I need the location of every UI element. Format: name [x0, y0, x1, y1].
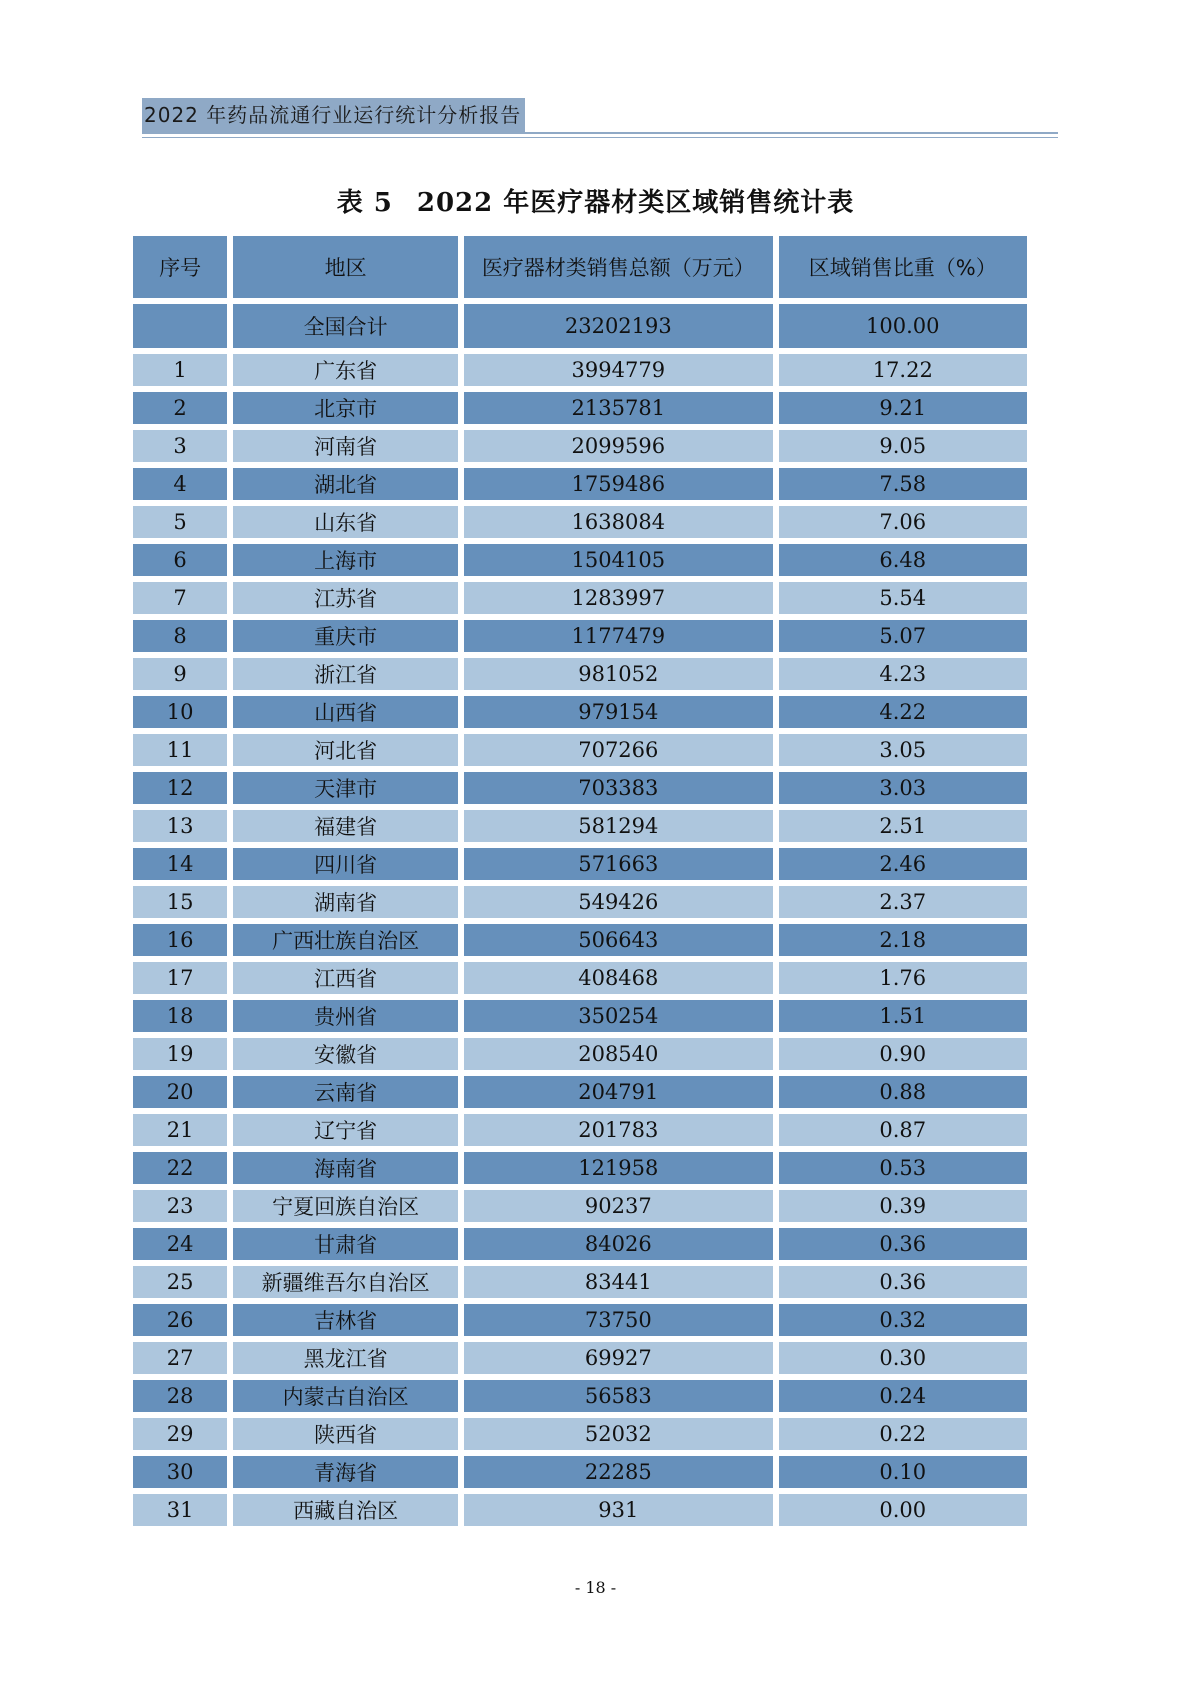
cell-region: 广西壮族自治区 [233, 924, 458, 956]
cell-no: 5 [133, 506, 227, 538]
cell-no: 12 [133, 772, 227, 804]
cell-amount: 571663 [464, 848, 772, 880]
cell-amount: 2099596 [464, 430, 772, 462]
cell-region: 陕西省 [233, 1418, 458, 1450]
running-header: 2022 年药品流通行业运行统计分析报告 [142, 98, 525, 133]
table-row [133, 354, 1027, 386]
cell-region: 福建省 [233, 810, 458, 842]
table-row [133, 924, 1027, 956]
cell-no: 16 [133, 924, 227, 956]
table-label: 表 5 [336, 188, 393, 218]
cell-share: 9.21 [779, 392, 1027, 424]
cell-amount: 549426 [464, 886, 772, 918]
cell-region: 贵州省 [233, 1000, 458, 1032]
cell-region: 江苏省 [233, 582, 458, 614]
cell-region: 湖北省 [233, 468, 458, 500]
cell-share: 5.07 [779, 620, 1027, 652]
cell-no: 21 [133, 1114, 227, 1146]
cell-no: 1 [133, 354, 227, 386]
cell-region: 广东省 [233, 354, 458, 386]
cell-share: 5.54 [779, 582, 1027, 614]
cell-share: 0.39 [779, 1190, 1027, 1222]
table-row [133, 506, 1027, 538]
cell-region: 重庆市 [233, 620, 458, 652]
table-header-row [133, 236, 1027, 298]
cell-amount: 56583 [464, 1380, 772, 1412]
table-row [133, 620, 1027, 652]
table-row [133, 1304, 1027, 1336]
cell-share: 0.36 [779, 1266, 1027, 1298]
cell-share: 3.05 [779, 734, 1027, 766]
cell-share: 0.36 [779, 1228, 1027, 1260]
cell-no: 15 [133, 886, 227, 918]
cell-region: 上海市 [233, 544, 458, 576]
total-share: 100.00 [779, 304, 1027, 348]
cell-region: 吉林省 [233, 1304, 458, 1336]
cell-no: 29 [133, 1418, 227, 1450]
table-row [133, 582, 1027, 614]
cell-share: 0.90 [779, 1038, 1027, 1070]
cell-share: 2.51 [779, 810, 1027, 842]
cell-no: 13 [133, 810, 227, 842]
cell-region: 宁夏回族自治区 [233, 1190, 458, 1222]
table-row [133, 1494, 1027, 1526]
cell-amount: 506643 [464, 924, 772, 956]
cell-region: 山西省 [233, 696, 458, 728]
cell-amount: 201783 [464, 1114, 772, 1146]
table-row [133, 1266, 1027, 1298]
cell-region: 四川省 [233, 848, 458, 880]
cell-region: 河南省 [233, 430, 458, 462]
table-row [133, 848, 1027, 880]
cell-amount: 52032 [464, 1418, 772, 1450]
cell-region: 黑龙江省 [233, 1342, 458, 1374]
col-header-no: 序号 [133, 236, 227, 298]
cell-no: 30 [133, 1456, 227, 1488]
cell-amount: 84026 [464, 1228, 772, 1260]
header-rule-thin [142, 137, 1058, 138]
cell-share: 2.46 [779, 848, 1027, 880]
cell-region: 安徽省 [233, 1038, 458, 1070]
cell-region: 北京市 [233, 392, 458, 424]
cell-share: 0.10 [779, 1456, 1027, 1488]
cell-share: 0.22 [779, 1418, 1027, 1450]
col-header-share: 区域销售比重（%） [779, 236, 1027, 298]
table-row [133, 1418, 1027, 1450]
table-row [133, 1228, 1027, 1260]
cell-share: 0.24 [779, 1380, 1027, 1412]
cell-share: 0.53 [779, 1152, 1027, 1184]
cell-amount: 3994779 [464, 354, 772, 386]
cell-amount: 2135781 [464, 392, 772, 424]
cell-region: 新疆维吾尔自治区 [233, 1266, 458, 1298]
table-row [133, 962, 1027, 994]
table-row [133, 886, 1027, 918]
cell-amount: 1759486 [464, 468, 772, 500]
header-rule-thick [142, 132, 1058, 134]
total-amount: 23202193 [464, 304, 772, 348]
cell-no: 8 [133, 620, 227, 652]
table-row [133, 1114, 1027, 1146]
cell-amount: 931 [464, 1494, 772, 1526]
cell-no: 31 [133, 1494, 227, 1526]
cell-share: 0.88 [779, 1076, 1027, 1108]
cell-share: 0.32 [779, 1304, 1027, 1336]
table-row [133, 1152, 1027, 1184]
cell-region: 西藏自治区 [233, 1494, 458, 1526]
cell-no: 3 [133, 430, 227, 462]
table-row [133, 468, 1027, 500]
cell-share: 7.06 [779, 506, 1027, 538]
table-row [133, 696, 1027, 728]
cell-region: 内蒙古自治区 [233, 1380, 458, 1412]
table-row [133, 772, 1027, 804]
cell-amount: 22285 [464, 1456, 772, 1488]
cell-amount: 703383 [464, 772, 772, 804]
cell-no: 17 [133, 962, 227, 994]
cell-amount: 707266 [464, 734, 772, 766]
cell-share: 0.00 [779, 1494, 1027, 1526]
cell-share: 17.22 [779, 354, 1027, 386]
cell-amount: 979154 [464, 696, 772, 728]
table-row [133, 1342, 1027, 1374]
cell-no: 14 [133, 848, 227, 880]
cell-amount: 1177479 [464, 620, 772, 652]
table-row [133, 544, 1027, 576]
cell-no: 4 [133, 468, 227, 500]
regional-sales-table [127, 230, 1033, 1532]
cell-amount: 581294 [464, 810, 772, 842]
total-row [133, 304, 1027, 348]
table-row [133, 810, 1027, 842]
cell-no: 20 [133, 1076, 227, 1108]
cell-no: 22 [133, 1152, 227, 1184]
cell-amount: 1504105 [464, 544, 772, 576]
cell-region: 青海省 [233, 1456, 458, 1488]
cell-no: 25 [133, 1266, 227, 1298]
cell-no: 2 [133, 392, 227, 424]
cell-no: 18 [133, 1000, 227, 1032]
cell-share: 4.23 [779, 658, 1027, 690]
total-region: 全国合计 [233, 304, 458, 348]
cell-share: 0.30 [779, 1342, 1027, 1374]
cell-amount: 208540 [464, 1038, 772, 1070]
table-title-text: 2022 年医疗器材类区域销售统计表 [416, 188, 855, 218]
cell-no: 28 [133, 1380, 227, 1412]
cell-no: 27 [133, 1342, 227, 1374]
cell-share: 3.03 [779, 772, 1027, 804]
cell-share: 2.18 [779, 924, 1027, 956]
cell-region: 辽宁省 [233, 1114, 458, 1146]
cell-no: 24 [133, 1228, 227, 1260]
table-row [133, 1190, 1027, 1222]
table-row [133, 1456, 1027, 1488]
table-row [133, 430, 1027, 462]
cell-amount: 69927 [464, 1342, 772, 1374]
table-row [133, 1076, 1027, 1108]
cell-region: 山东省 [233, 506, 458, 538]
cell-no: 26 [133, 1304, 227, 1336]
cell-no: 9 [133, 658, 227, 690]
cell-amount: 90237 [464, 1190, 772, 1222]
cell-amount: 981052 [464, 658, 772, 690]
cell-amount: 1283997 [464, 582, 772, 614]
cell-no: 6 [133, 544, 227, 576]
cell-region: 湖南省 [233, 886, 458, 918]
cell-share: 2.37 [779, 886, 1027, 918]
cell-amount: 1638084 [464, 506, 772, 538]
table-row [133, 1038, 1027, 1070]
table-row [133, 1380, 1027, 1412]
cell-share: 7.58 [779, 468, 1027, 500]
cell-share: 4.22 [779, 696, 1027, 728]
cell-no: 10 [133, 696, 227, 728]
cell-amount: 121958 [464, 1152, 772, 1184]
cell-region: 河北省 [233, 734, 458, 766]
cell-share: 1.76 [779, 962, 1027, 994]
table-row [133, 734, 1027, 766]
cell-region: 浙江省 [233, 658, 458, 690]
cell-region: 云南省 [233, 1076, 458, 1108]
table-row [133, 392, 1027, 424]
cell-share: 9.05 [779, 430, 1027, 462]
col-header-region: 地区 [233, 236, 458, 298]
table-title [0, 182, 1191, 219]
cell-amount: 204791 [464, 1076, 772, 1108]
cell-no: 19 [133, 1038, 227, 1070]
cell-region: 江西省 [233, 962, 458, 994]
cell-no: 23 [133, 1190, 227, 1222]
table-row [133, 658, 1027, 690]
cell-region: 甘肃省 [233, 1228, 458, 1260]
cell-no: 7 [133, 582, 227, 614]
col-header-amount: 医疗器材类销售总额（万元） [464, 236, 772, 298]
cell-region: 天津市 [233, 772, 458, 804]
cell-share: 6.48 [779, 544, 1027, 576]
cell-no: 11 [133, 734, 227, 766]
cell-share: 1.51 [779, 1000, 1027, 1032]
cell-amount: 350254 [464, 1000, 772, 1032]
cell-amount: 83441 [464, 1266, 772, 1298]
cell-amount: 73750 [464, 1304, 772, 1336]
total-no [133, 304, 227, 348]
cell-amount: 408468 [464, 962, 772, 994]
cell-region: 海南省 [233, 1152, 458, 1184]
table-row [133, 1000, 1027, 1032]
page-number: - 18 - [574, 1578, 617, 1597]
cell-share: 0.87 [779, 1114, 1027, 1146]
